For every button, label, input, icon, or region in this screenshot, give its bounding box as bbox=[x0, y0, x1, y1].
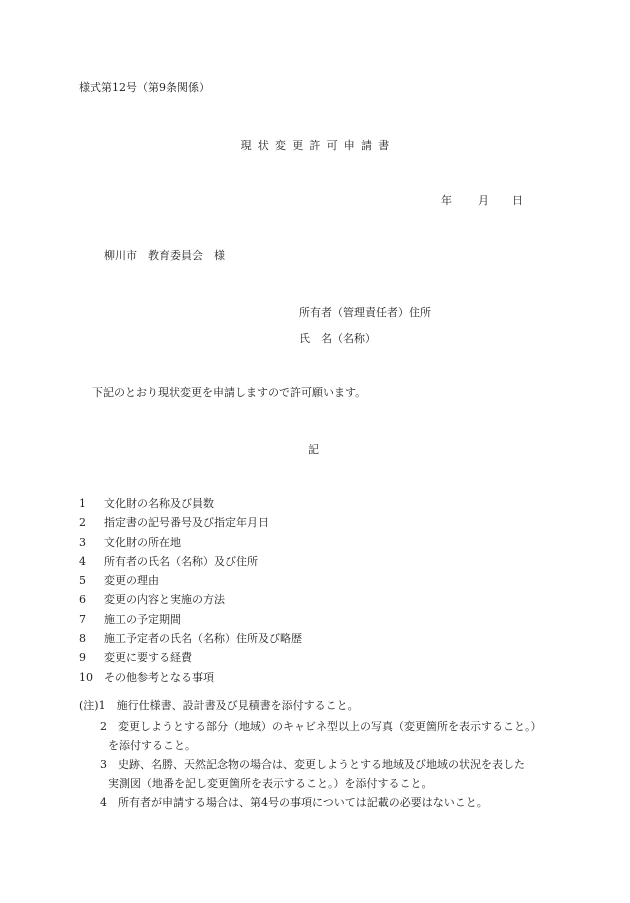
item-text: 変更に要する経費 bbox=[104, 651, 192, 665]
item-number: 8 bbox=[79, 632, 86, 646]
date-year-label: 年 bbox=[441, 194, 452, 207]
item-number: 5 bbox=[79, 574, 86, 588]
note-2: 2 変更しようとする部分（地域）のキャビネ型以上の写真（変更箇所を表示すること。） bbox=[100, 720, 542, 733]
document-title: 現状変更許可申請書 bbox=[240, 139, 396, 152]
list-item bbox=[79, 498, 302, 517]
item-text: 変更の理由 bbox=[104, 574, 159, 588]
item-number: 6 bbox=[79, 593, 86, 607]
item-text: 所有者の氏名（名称）及び住所 bbox=[104, 554, 258, 568]
addressee: 柳川市 教育委員会 様 bbox=[104, 249, 225, 262]
owner-name-label: 氏 名（名称） bbox=[299, 332, 376, 345]
item-text: 指定書の記号番号及び指定年月日 bbox=[104, 516, 269, 530]
intro-sentence: 下記のとおり現状変更を申請しますので許可願います。 bbox=[92, 386, 367, 399]
item-number: 2 bbox=[79, 516, 86, 530]
note-4: 4 所有者が申請する場合は、第4号の事項については記載の必要はないこと。 bbox=[100, 796, 488, 809]
item-number: 3 bbox=[79, 535, 86, 549]
list-item bbox=[79, 517, 302, 536]
item-text: 施工予定者の氏名（名称）住所及び略歴 bbox=[104, 632, 302, 646]
item-number: 1 bbox=[79, 497, 86, 510]
item-number: 4 bbox=[79, 554, 86, 568]
list-item bbox=[79, 537, 302, 556]
item-number: 9 bbox=[79, 651, 86, 665]
item-text: 文化財の名称及び員数 bbox=[104, 497, 214, 510]
date-day-label: 日 bbox=[512, 194, 523, 207]
date-month-label: 月 bbox=[478, 194, 489, 207]
owner-address-label: 所有者（管理責任者）住所 bbox=[299, 306, 431, 319]
note-3: 3 史跡、名勝、天然記念物の場合は、変更しようとする地域及び地域の状況を表した bbox=[100, 758, 525, 771]
item-text: 変更の内容と実施の方法 bbox=[104, 593, 225, 607]
list-item bbox=[79, 672, 302, 691]
item-text: その他参考となる事項 bbox=[104, 670, 214, 684]
item-number: 10 bbox=[79, 670, 93, 684]
item-list bbox=[79, 498, 302, 691]
form-number: 様式第12号（第9条関係） bbox=[79, 81, 210, 94]
list-item bbox=[79, 652, 302, 671]
list-item bbox=[79, 575, 302, 594]
note-3-continuation: 実測図（地番を記し変更箇所を表示すること。）を添付すること。 bbox=[108, 777, 433, 790]
note-1: (注)1 施行仕様書、設計書及び見積書を添付すること。 bbox=[79, 699, 359, 712]
note-2-continuation: を添付すること。 bbox=[108, 739, 196, 752]
list-item bbox=[79, 594, 302, 613]
ki-heading: 記 bbox=[308, 443, 319, 456]
list-item bbox=[79, 633, 302, 652]
list-item bbox=[79, 556, 302, 575]
item-text: 文化財の所在地 bbox=[104, 535, 181, 549]
item-number: 7 bbox=[79, 612, 86, 626]
item-text: 施工の予定期間 bbox=[104, 612, 181, 626]
list-item bbox=[79, 614, 302, 633]
